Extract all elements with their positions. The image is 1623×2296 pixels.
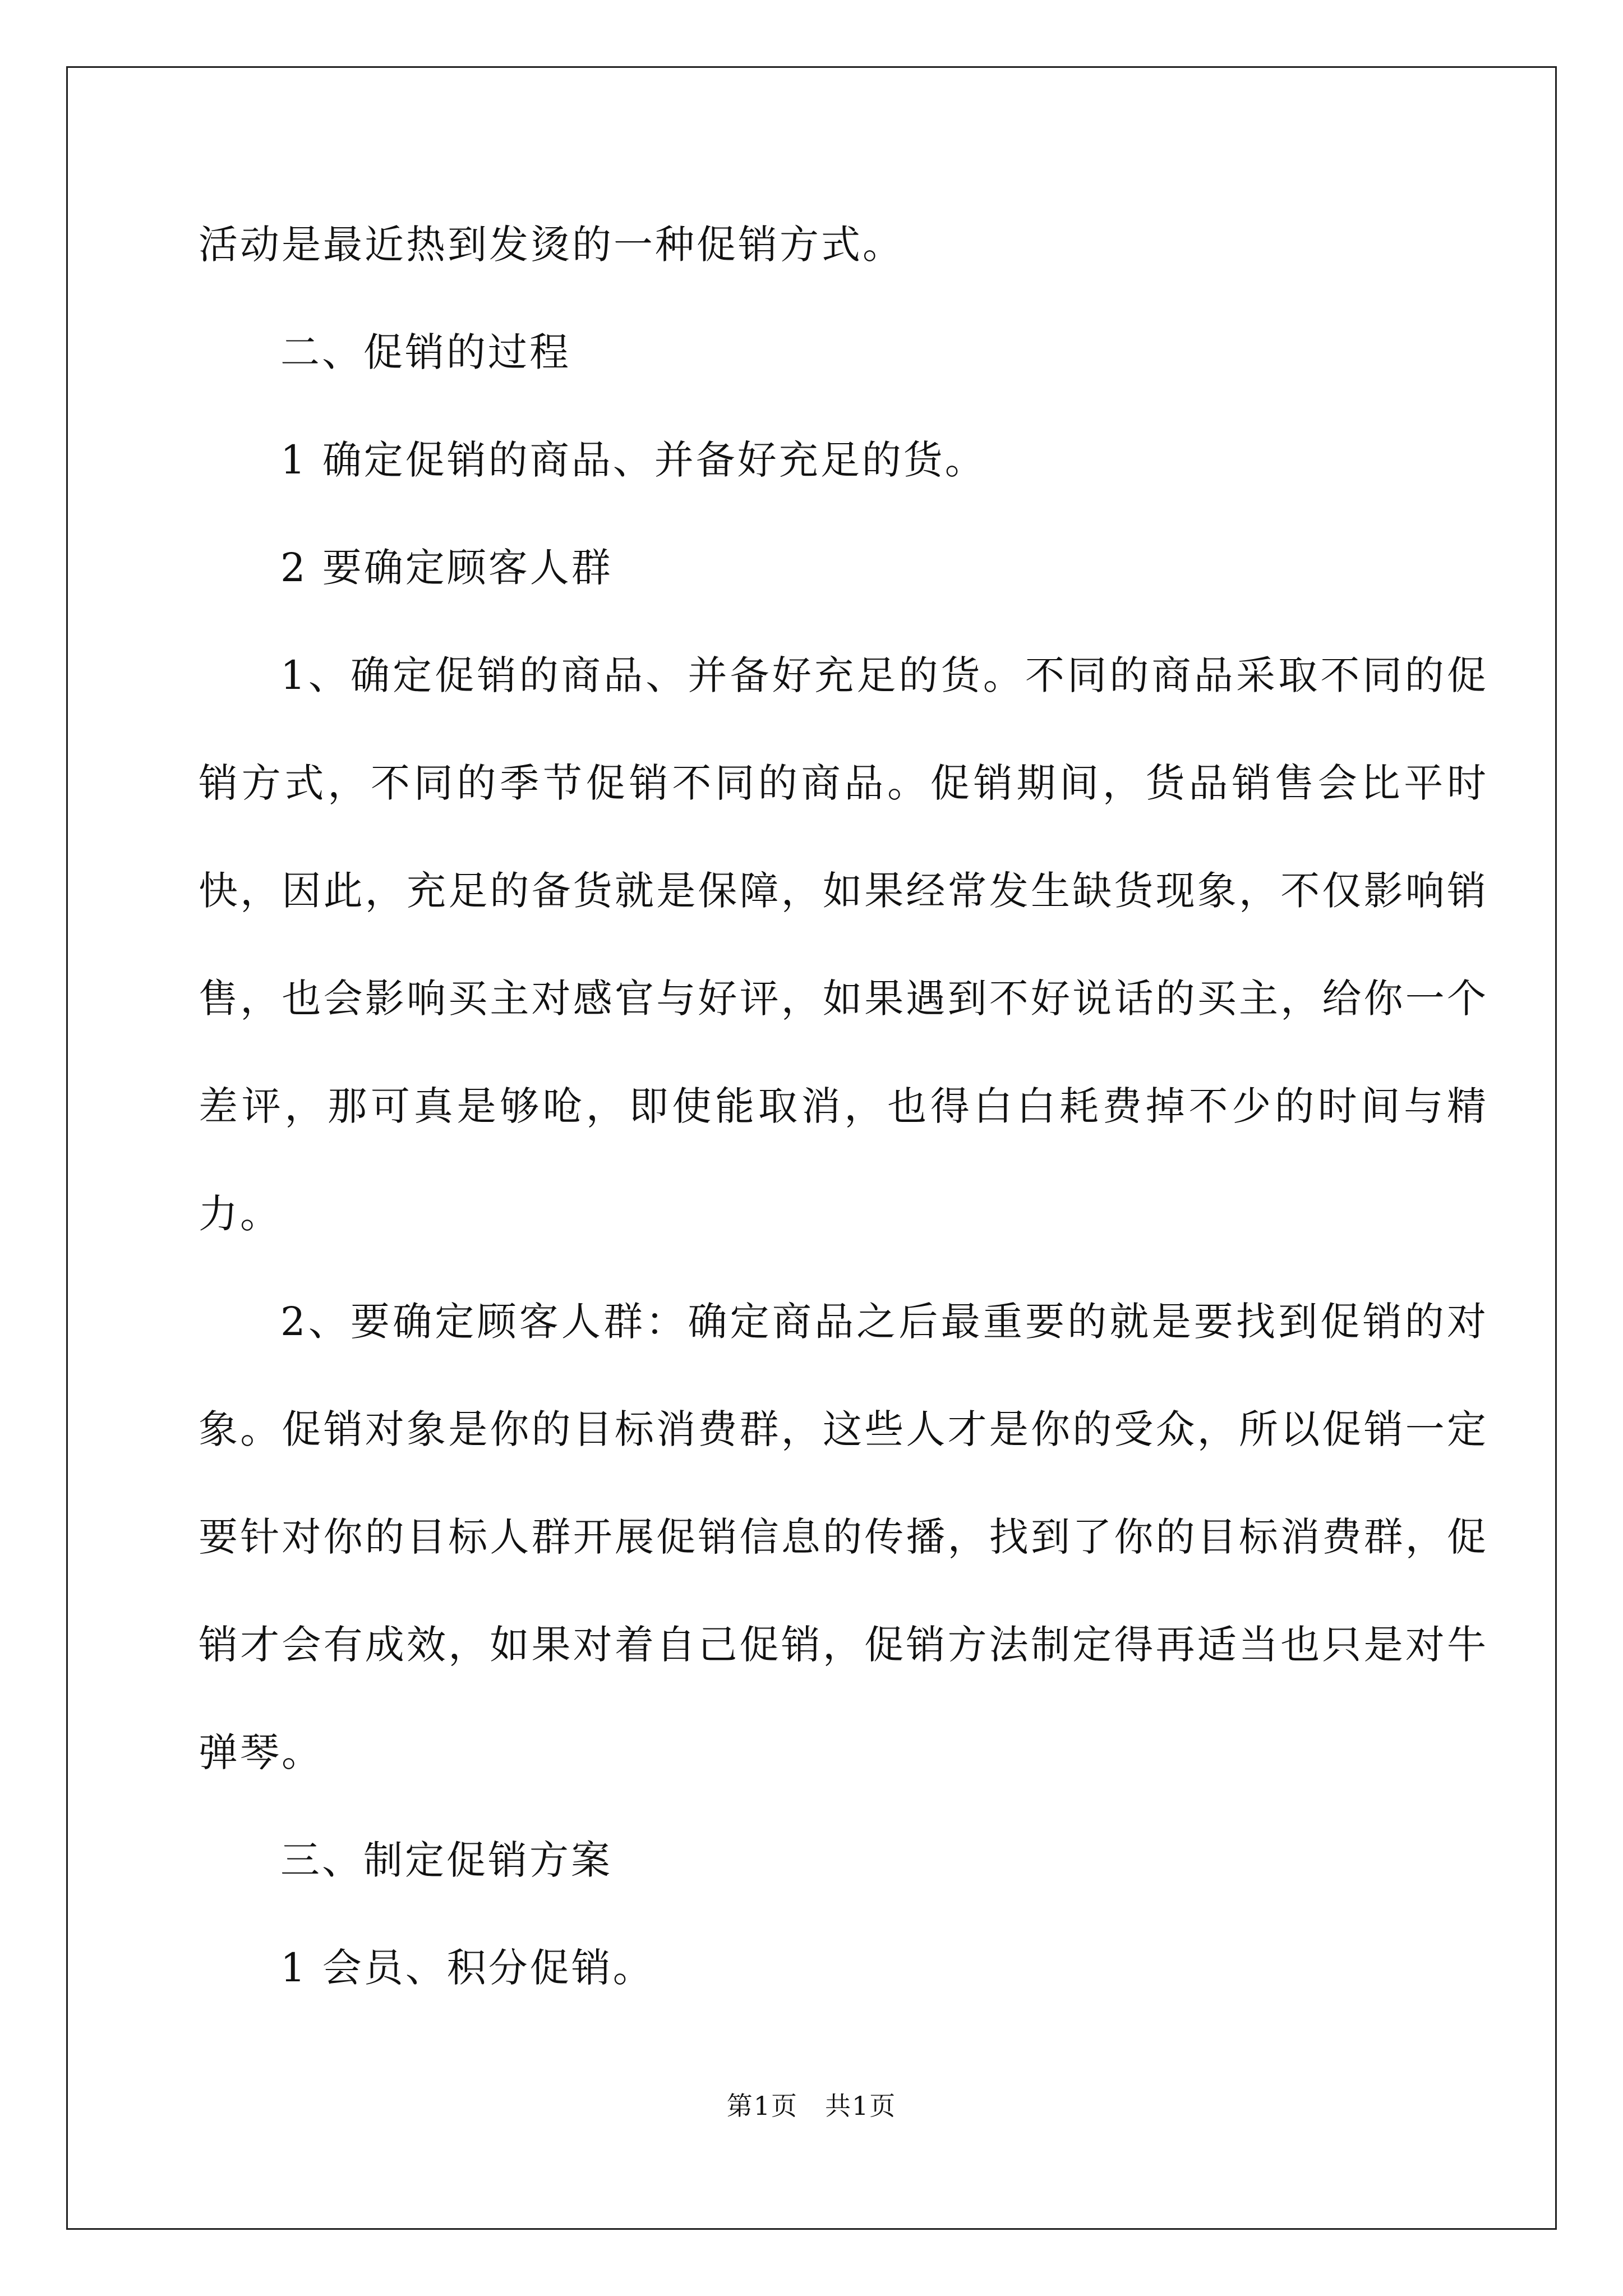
- section-heading: 二、促销的过程: [280, 329, 571, 375]
- paragraph: 活动是最近热到发烫的一种促销方式。: [199, 222, 904, 268]
- list-item: 1 确定促销的商品、并备好充足的货。: [280, 437, 986, 483]
- section-heading: 三、制定促销方案: [280, 1837, 612, 1883]
- document-body: [199, 191, 1488, 2022]
- list-item: 2 要确定顾客人群: [280, 545, 613, 591]
- paragraph: 2、要确定顾客人群：确定商品之后最重要的就是要找到促销的对象。促销对象是你的目标消费群，这些人才是你的受众，所以促销一定要针对你的目标人群开展促销信息的传播，找到了你的目标消费群，促销才会有成效，如果对着自己促销，促销方法制定得再适当也只是对牛弹琴。: [199, 1299, 1488, 1775]
- list-item: 1 会员、积分促销。: [280, 1945, 654, 1991]
- paragraph: 1、确定促销的商品、并备好充足的货。不同的商品采取不同的促销方式，不同的季节促销不同的商品。促销期间，货品销售会比平时快，因此，充足的备货就是保障，如果经常发生缺货现象，不仅影响销售，也会影响买主对感官与好评，如果遇到不好说话的买主，给你一个差评，那可真是够呛，即使能取消，也得白白耗费掉不少的时间与精力。: [199, 652, 1488, 1237]
- page-footer: 第1页 共1页: [726, 2091, 897, 2121]
